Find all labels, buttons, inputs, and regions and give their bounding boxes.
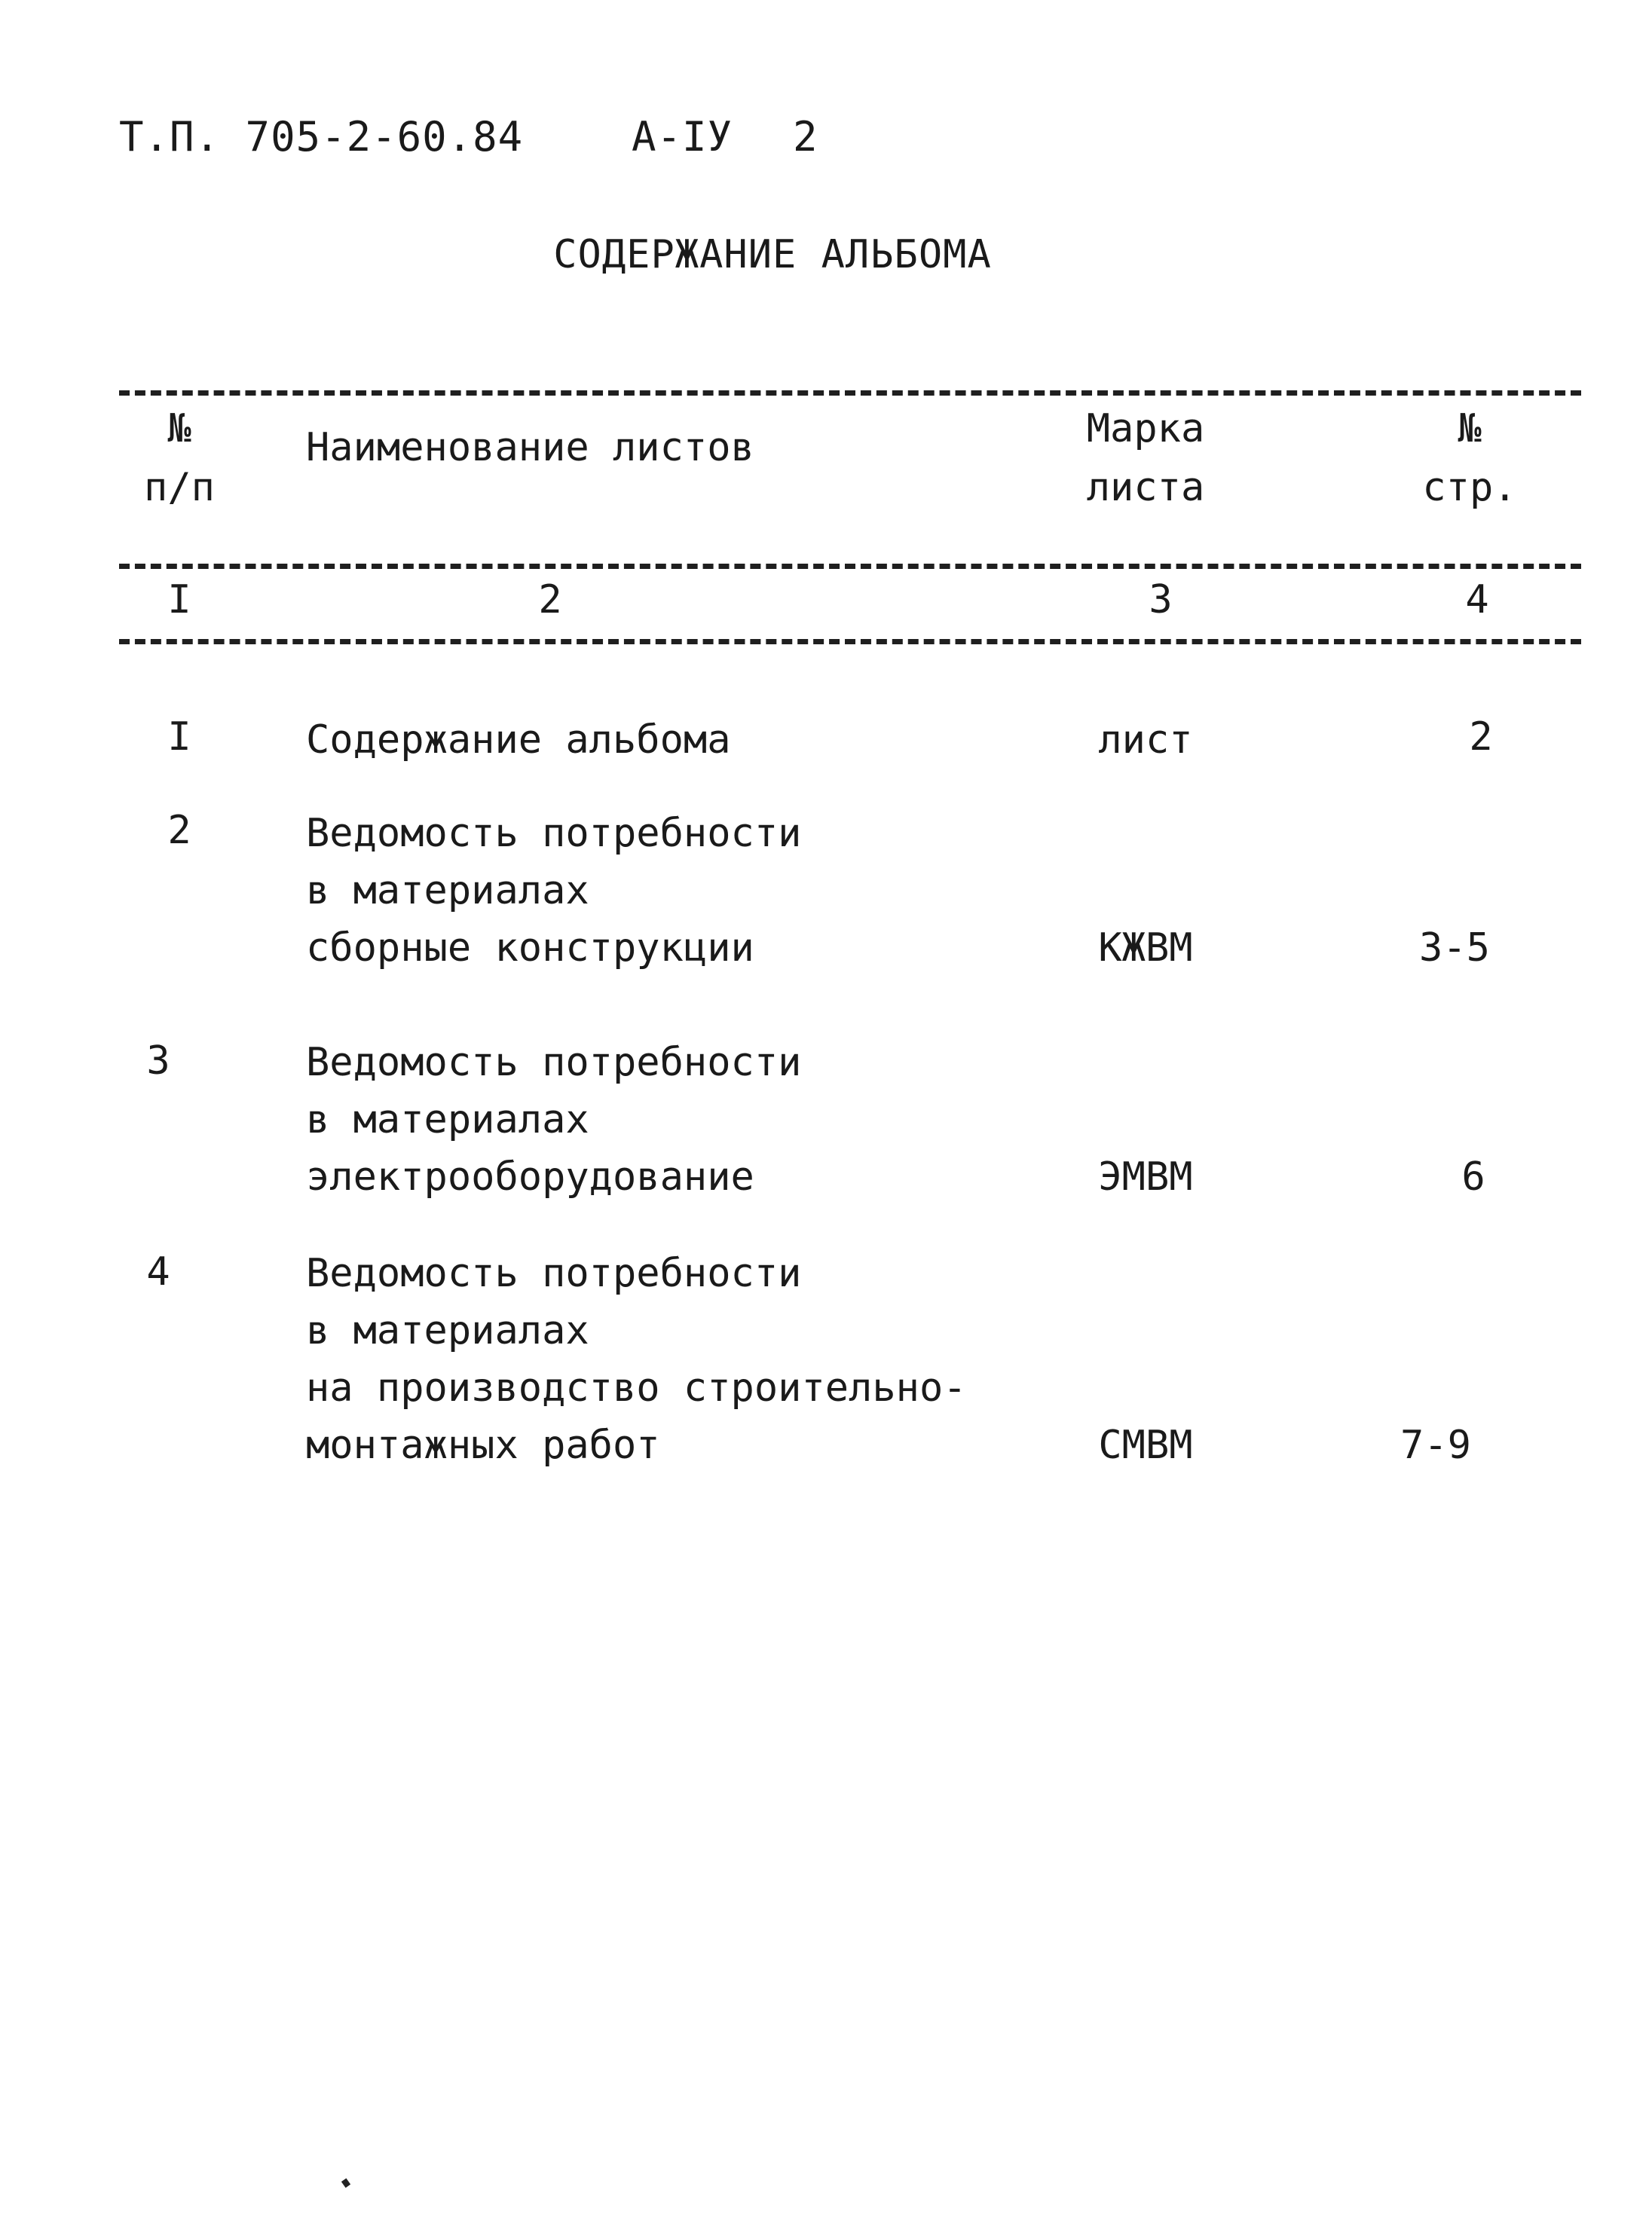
table-header-rule (119, 564, 1581, 569)
row-3-name-line1: Ведомость потребности (306, 1040, 802, 1085)
row-4-mark: СМВМ (1098, 1423, 1193, 1468)
column-header-page-line2: стр. (1422, 465, 1517, 510)
column-index-1: I (167, 577, 191, 622)
row-4-page: 7-9 (1400, 1423, 1471, 1468)
page-title: СОДЕРЖАНИЕ АЛЬБОМА (553, 232, 992, 277)
row-2-number: 2 (167, 808, 191, 853)
row-2-page: 3-5 (1419, 925, 1490, 971)
document-code: Т.П. 705-2-60.84 (119, 113, 524, 161)
row-4-name (306, 1245, 967, 1474)
row-4-name-line3: на производство строительно- (306, 1365, 967, 1411)
row-3-mark: ЭМВМ (1098, 1154, 1193, 1200)
table-index-rule (119, 639, 1581, 644)
column-header-number-line1: № (167, 406, 191, 451)
row-3-name (306, 1034, 801, 1206)
scan-mark (341, 2179, 350, 2188)
row-4-name-line2: в материалах (306, 1308, 589, 1353)
row-1-mark: лист (1098, 717, 1193, 763)
row-2-name-line3: сборные конструкции (306, 925, 754, 971)
column-index-4: 4 (1465, 577, 1489, 622)
column-index-3: 3 (1149, 577, 1173, 622)
column-header-page-line1: № (1458, 406, 1482, 451)
column-header-number-line2: п/п (144, 465, 215, 510)
row-1-name-line1: Содержание альбома (306, 717, 731, 763)
row-2-name (306, 805, 801, 977)
column-header-number (119, 399, 240, 517)
table-top-rule (119, 390, 1581, 396)
column-header-name: Наименование листов (306, 425, 754, 470)
row-4-number: 4 (146, 1249, 170, 1295)
row-3-page: 6 (1461, 1154, 1485, 1200)
row-4-name-line4: монтажных работ (306, 1423, 660, 1468)
row-3-name-line3: электрооборудование (306, 1154, 754, 1200)
row-3-number: 3 (146, 1038, 170, 1084)
row-1-number: I (167, 714, 191, 760)
page-number: 2 (793, 113, 818, 161)
album-number: А-IУ (632, 113, 733, 161)
row-3-name-line2: в материалах (306, 1097, 589, 1142)
row-1-page: 2 (1469, 714, 1493, 760)
row-2-name-line1: Ведомость потребности (306, 811, 802, 856)
row-2-name-line2: в материалах (306, 868, 589, 913)
row-2-mark: КЖВМ (1098, 925, 1193, 971)
row-4-name-line1: Ведомость потребности (306, 1251, 802, 1296)
column-header-mark-line2: листа (1086, 465, 1205, 510)
column-header-mark-line1: Марка (1086, 406, 1205, 451)
column-header-mark (1032, 399, 1259, 517)
row-1-name (306, 711, 731, 769)
column-header-page (1394, 399, 1545, 517)
column-index-2: 2 (538, 577, 562, 622)
